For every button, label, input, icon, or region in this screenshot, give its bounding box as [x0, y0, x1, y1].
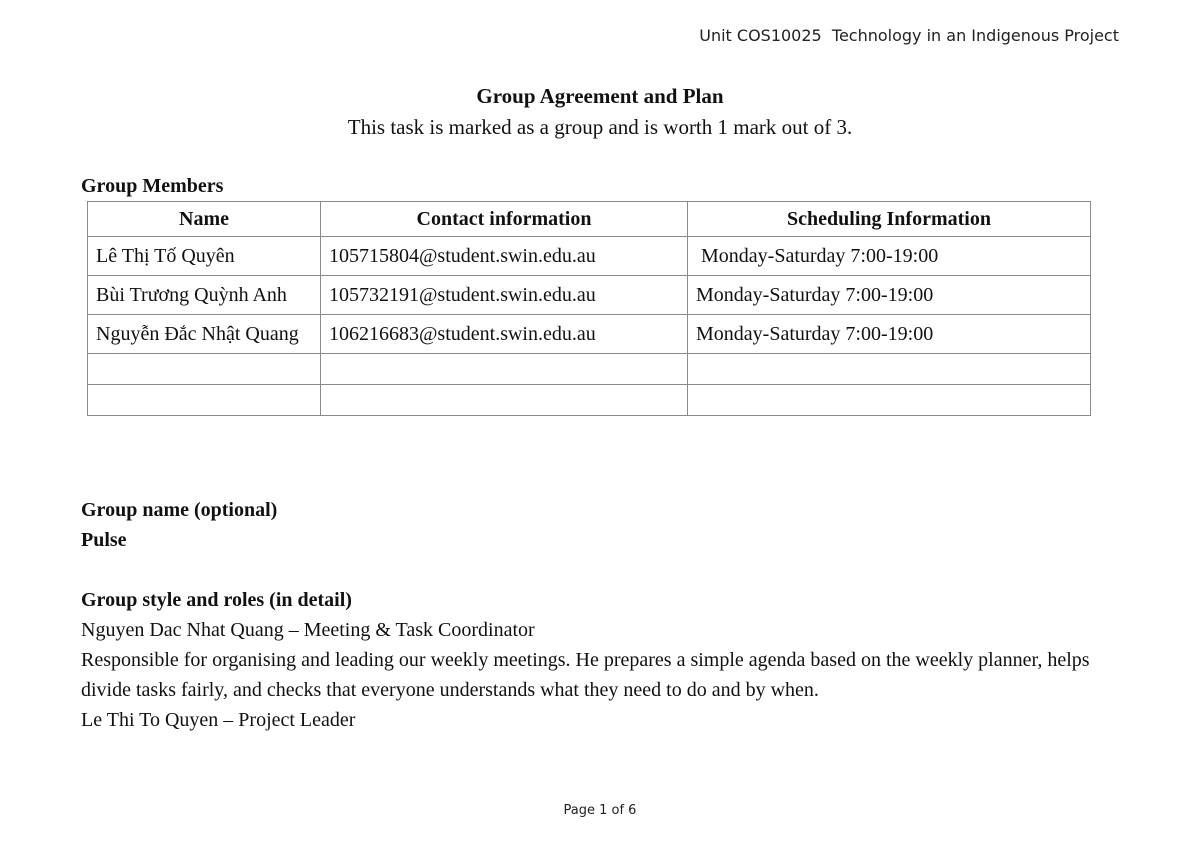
member-name: Bùi Trương Quỳnh Anh	[88, 276, 321, 315]
column-header-scheduling: Scheduling Information	[688, 202, 1091, 237]
member-contact	[321, 354, 688, 385]
member-schedule	[688, 354, 1091, 385]
member-schedule: Monday-Saturday 7:00-19:00	[688, 315, 1091, 354]
role-coordinator: Nguyen Dac Nhat Quang – Meeting & Task Coordinator	[81, 619, 535, 641]
member-name: Nguyễn Đắc Nhật Quang	[88, 315, 321, 354]
table-row	[88, 315, 1091, 354]
page-header: Unit COS10025 Technology in an Indigenous Project	[699, 26, 1119, 45]
group-name-heading: Group name (optional)	[81, 499, 278, 521]
column-header-name: Name	[88, 202, 321, 237]
table-row	[88, 237, 1091, 276]
member-name	[88, 354, 321, 385]
member-schedule	[688, 385, 1091, 416]
roles-heading: Group style and roles (in detail)	[81, 589, 352, 611]
member-schedule: Monday-Saturday 7:00-19:00	[688, 276, 1091, 315]
member-name	[88, 385, 321, 416]
members-table	[87, 201, 1091, 416]
page-number: Page 1 of 6	[563, 803, 637, 818]
member-contact: 105732191@student.swin.edu.au	[321, 276, 688, 315]
table-header-row	[88, 202, 1091, 237]
member-schedule: Monday-Saturday 7:00-19:00	[688, 237, 1091, 276]
group-name-value: Pulse	[81, 529, 127, 551]
role-coordinator-description: Responsible for organising and leading our weekly meetings. He prepares a simple agenda based on the weekly planner, helps divide tasks fairly, and checks that everyone understands what they need to do and by when.	[81, 649, 1090, 701]
member-contact	[321, 385, 688, 416]
table-row	[88, 354, 1091, 385]
member-name: Lê Thị Tố Quyên	[88, 237, 321, 276]
member-contact: 105715804@student.swin.edu.au	[321, 237, 688, 276]
member-contact: 106216683@student.swin.edu.au	[321, 315, 688, 354]
document-title: Group Agreement and Plan	[476, 84, 724, 108]
document-subtitle: This task is marked as a group and is worth 1 mark out of 3.	[347, 115, 853, 139]
members-heading: Group Members	[81, 175, 224, 197]
table-row	[88, 276, 1091, 315]
role-leader: Le Thi To Quyen – Project Leader	[81, 709, 356, 731]
table-row	[88, 385, 1091, 416]
column-header-contact: Contact information	[321, 202, 688, 237]
